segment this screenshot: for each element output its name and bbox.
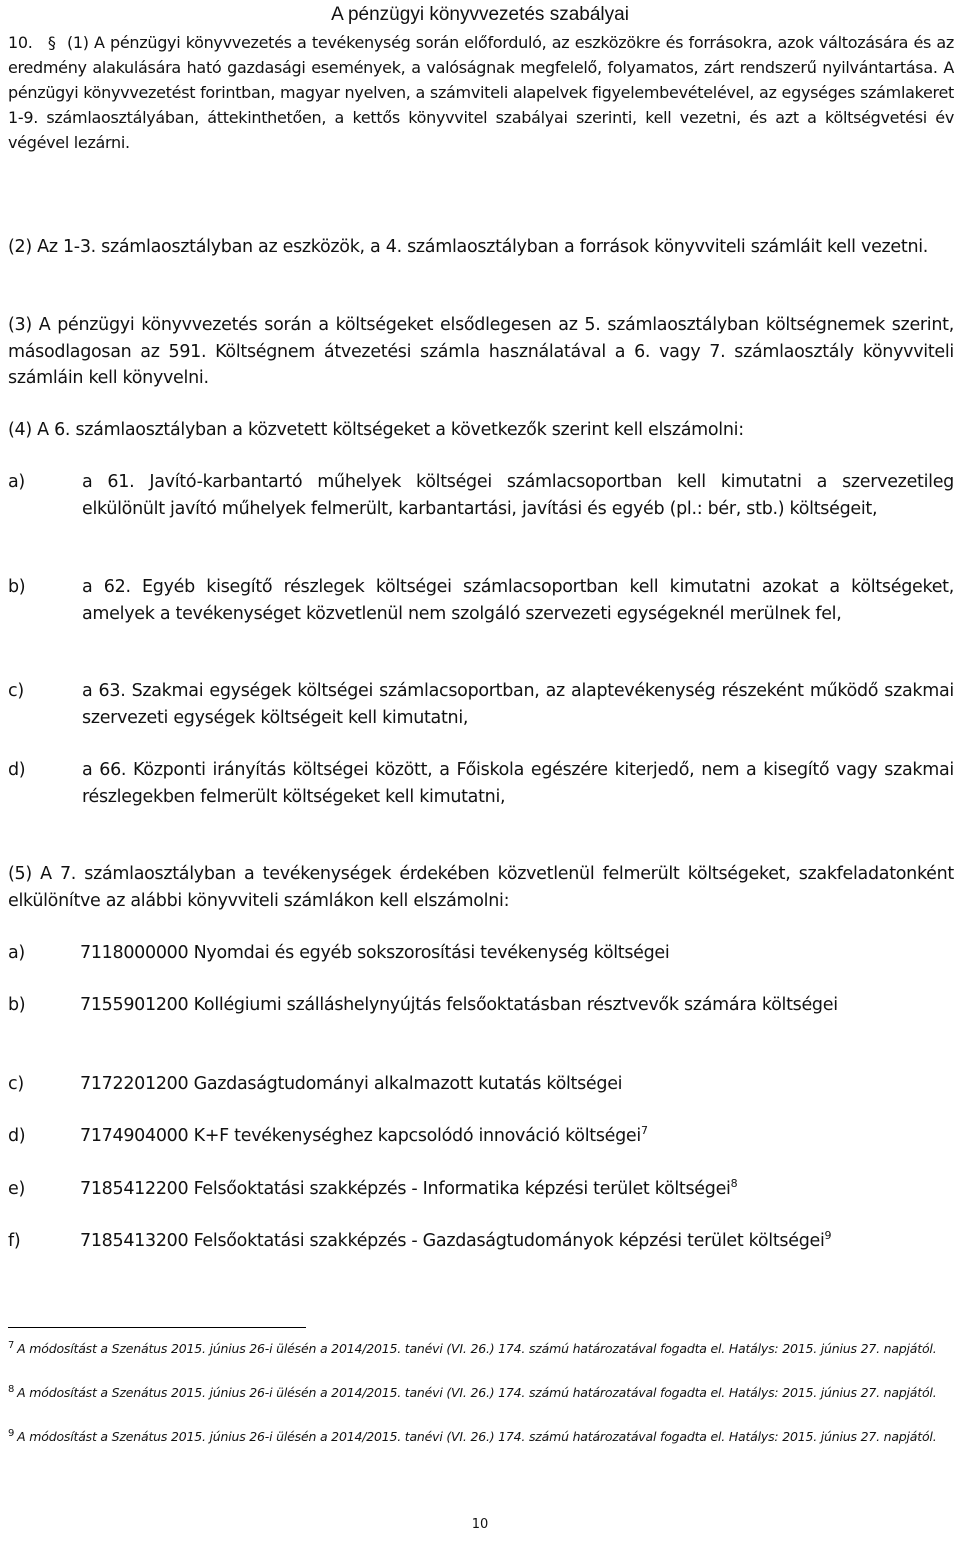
list-item-text: a 61. Javító-karbantartó műhelyek költségei számlacsoportban kell kimutatni a szervezetileg elkülönült javító műhelyek felmerült, karbantartási, javítási és egyéb (pl.: bér, stb.) költségeit,	[82, 472, 954, 519]
footnote-number: 9	[8, 1427, 15, 1439]
list-item-text: 7172201200 Gazdaságtudományi alkalmazott kutatás költségei	[80, 1074, 623, 1094]
paragraph-1-text: (1) A pénzügyi könyvvezetés a tevékenység során előforduló, az eszközökre és forrásokra, azok változására és az eredmény alakulására ható gazdasági események, a valóságnak megfelelő, folyamatos, zárt rendszerű nyilvántartása. A pénzügyi könyvvezetést forintban, magyar nyelven, a számviteli alapelvek figyelembevételével, az egységes számlakeret 1-9. számlaosztályában, áttekinthetően, a kettős könyvvitel szabályai szerinti, kell vezetni, és azt a költségvetési év végével lezárni.	[8, 33, 954, 152]
footnote-text: A módosítást a Szenátus 2015. június 26-i ülésén a 2014/2015. tanévi (VI. 26.) 174. számú határozatával fogadta el. Hatálys: 2015. június 27. napjától.	[17, 1385, 937, 1400]
list-item	[8, 1071, 954, 1098]
list-item-text: 7185413200 Felsőoktatási szakképzés - Gazdaságtudományok képzési terület költségei	[80, 1231, 825, 1251]
list-item	[8, 1228, 954, 1255]
list-item-label: e)	[8, 1179, 25, 1199]
list-item	[8, 757, 954, 810]
paragraph-3: (3) A pénzügyi könyvvezetés során a költségeket elsődlegesen az 5. számlaosztályban költségnemek szerint, másodlagosan az 591. Költségnem átvezetési számla használatával a 6. vagy 7. számlaosztály könyvviteli számláin kell könyvelni.	[8, 315, 954, 388]
list-item-text: 7185412200 Felsőoktatási szakképzés - Informatika képzési terület költségei	[80, 1179, 731, 1199]
list-item-label: c)	[8, 681, 24, 701]
list-item	[8, 469, 954, 522]
footnote	[8, 1428, 954, 1446]
list-item-text: 7118000000 Nyomdai és egyéb sokszorosítási tevékenység költségei	[80, 943, 670, 963]
footnote-text: A módosítást a Szenátus 2015. június 26-i ülésén a 2014/2015. tanévi (VI. 26.) 174. számú határozatával fogadta el. Hatálys: 2015. június 27. napjától.	[17, 1341, 937, 1356]
list-item-label: d)	[8, 1126, 26, 1146]
list-item-text: a 63. Szakmai egységek költségei számlacsoportban, az alaptevékenység részeként működő szakmai szervezeti egységek költségeit kell kimutatni,	[82, 681, 954, 728]
list-item-text: a 62. Egyéb kisegítő részlegek költségei számlacsoportban kell kimutatni azokat a költségeket, amelyek a tevékenységet közvetlenül nem szolgáló szervezeti egységeknél merülnek fel,	[82, 577, 954, 624]
list-item-label: f)	[8, 1231, 21, 1251]
footnote-ref[interactable]: 8	[730, 1177, 738, 1191]
footnote-divider	[8, 1327, 306, 1328]
list-item	[8, 1176, 954, 1203]
list-item-label: b)	[8, 995, 26, 1015]
section-number: 10.	[8, 33, 33, 52]
footnote-number: 7	[8, 1339, 15, 1351]
paragraph-5: (5) A 7. számlaosztályban a tevékenységek érdekében közvetlenül felmerült költségeket, szakfeladatonként elkülönítve az alábbi könyvviteli számlákon kell elszámolni:	[8, 864, 954, 911]
paragraph-4: (4) A 6. számlaosztályban a közvetett költségeket a következők szerint kell elszámolni:	[8, 420, 744, 440]
paragraph-1	[8, 30, 954, 155]
footnote-ref[interactable]: 7	[640, 1124, 648, 1138]
list-item-text: 7155901200 Kollégiumi szálláshelynyújtás felsőoktatásban résztvevők számára költségei	[80, 995, 838, 1015]
list-item-label: c)	[8, 1074, 24, 1094]
footnote-number: 8	[8, 1383, 15, 1395]
footnote-text: A módosítást a Szenátus 2015. június 26-i ülésén a 2014/2015. tanévi (VI. 26.) 174. számú határozatával fogadta el. Hatálys: 2015. június 27. napjától.	[17, 1429, 937, 1444]
list-item	[8, 678, 954, 731]
list-item	[8, 992, 954, 1019]
list-item	[8, 940, 954, 967]
list-item	[8, 574, 954, 627]
footnote-ref[interactable]: 9	[824, 1229, 832, 1243]
footnote	[8, 1384, 954, 1402]
section-symbol: §	[47, 33, 56, 52]
page-title: A pénzügyi könyvvezetés szabályai	[331, 4, 629, 25]
list-item	[8, 1123, 954, 1150]
list-item-text: 7174904000 K+F tevékenységhez kapcsolódó innováció költségei	[80, 1126, 641, 1146]
list-item-label: d)	[8, 760, 26, 780]
list-item-text: a 66. Központi irányítás költségei között, a Főiskola egészére kiterjedő, nem a kisegítő vagy szakmai részlegekben felmerült költségeket kell kimutatni,	[82, 760, 954, 807]
list-item-label: a)	[8, 472, 25, 492]
paragraph-2: (2) Az 1-3. számlaosztályban az eszközök, a 4. számlaosztályban a források könyvviteli számláit kell vezetni.	[8, 237, 929, 257]
list-item-label: b)	[8, 577, 26, 597]
list-item-label: a)	[8, 943, 25, 963]
footnote	[8, 1340, 954, 1358]
page-number: 10	[471, 1517, 489, 1532]
